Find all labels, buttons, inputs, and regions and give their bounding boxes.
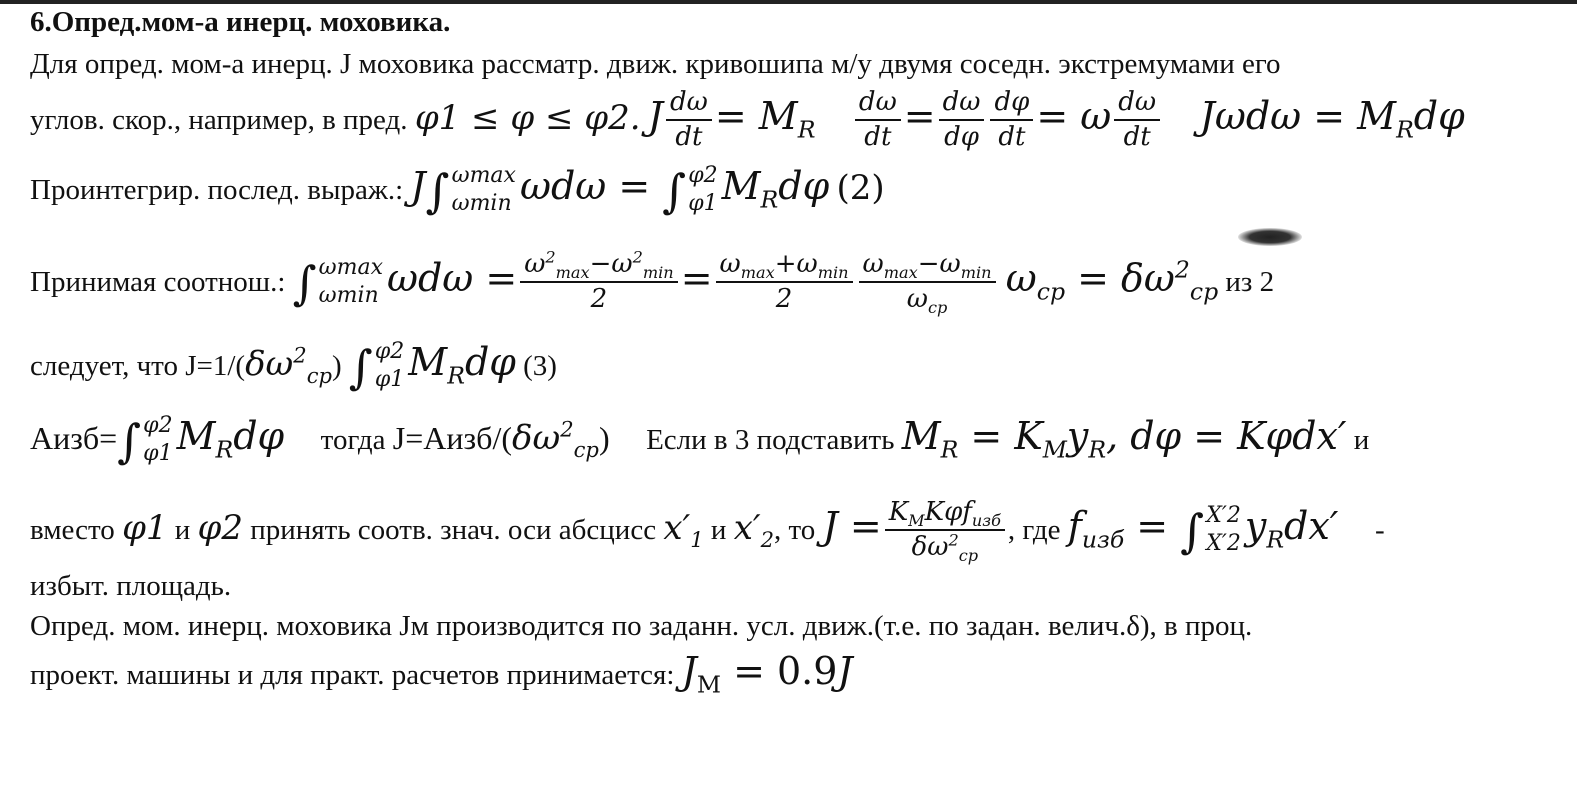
equation-substitution: $M_R = K_My_R$, dφ = Kφdx′	[901, 414, 1347, 464]
paragraph-line-4	[30, 247, 1557, 317]
equation-jm: $J_M = 0.9J$	[681, 649, 853, 699]
line-7-b: и	[174, 514, 191, 547]
equation-differential: $J\omega d\omega = M_Rd\varphi$	[1199, 94, 1465, 144]
line-7-c: принять соотв. знач. оси абсцисс	[250, 514, 657, 547]
ink-smudge	[1238, 228, 1302, 246]
line-4-text: Принимая соотнош.:	[30, 266, 286, 299]
top-border	[0, 0, 1577, 4]
symbol-phi1: φ1	[122, 508, 168, 549]
line-6-aizb: Аизб=	[30, 420, 118, 456]
equation-j-def: $\delta\omega^2_{cp}$	[245, 342, 332, 388]
paragraph-line-7	[30, 497, 1557, 565]
paragraph-line-3	[30, 162, 1557, 217]
paragraph-line-10	[30, 649, 1557, 699]
equation-j-final: J = $\frac{K_MK\varphi f_{изб}}{\delta\omega^2_{cp}}$	[823, 504, 1008, 548]
symbol-phi2: φ2	[197, 508, 243, 549]
line-4-tail: из 2	[1225, 266, 1275, 299]
paragraph-line-9: Опред. мом. инерц. моховика Jм производится по заданн. усл. движ.(т.е. по задан. велич.δ), в проц.	[30, 610, 1253, 642]
equation-j-aizb: $\delta\omega^2_{cp}$	[512, 416, 599, 462]
equation-f-izb: $f_{изб}$ = ∫ X′2 X′2 $y_Rdx'$	[1067, 503, 1339, 559]
line-10-text: проект. машины и для практ. расчетов принимается:	[30, 659, 675, 691]
section-title: 6.Опред.мом-а инерц. моховика.	[30, 6, 451, 38]
paragraph-line-1: Для опред. мом-а инерц. J моховика рассматр. движ. кривошипа м/у двумя соседн. экстремумами его	[30, 48, 1281, 80]
line-6-if: Если в 3 подставить	[646, 424, 895, 456]
line-7-dash: -	[1374, 514, 1385, 547]
equation-chain-rule: $\frac{d\omega}{dt}$ = $\frac{d\omega}{d\varphi}$ $\frac{d\varphi}{dt}$ = ω $\frac{d\omega}{dt}$	[852, 94, 1163, 138]
line-3-text: Проинтегрир. послед. выраж.:	[30, 174, 404, 206]
equation-integrated: J∫ ωmax ωmin ωdω = ∫ φ2 φ1 $M_Rd\varphi$	[410, 163, 830, 218]
symbol-x2: $x'_2$	[733, 508, 775, 552]
paragraph-line-5: следует, что $J=1/(\delta\omega^2_{cp})$ ∫ φ2 φ1 $M_Rd\varphi$ (3)	[30, 339, 557, 394]
paragraph-line-8: избыт. площадь.	[30, 570, 232, 602]
line-7-f: , где	[1007, 514, 1061, 547]
equation-number-2: (2)	[836, 168, 885, 208]
paragraph-line-2	[30, 88, 1557, 151]
paragraph-line-6: Аизб=∫ φ2 φ1 $M_Rd\varphi$ тогда $J=Аизб/(\delta\omega^2_{cp})$ Если в 3 подставить $M_R = K_My_R$, dφ = Kφdx′ и	[30, 413, 1370, 468]
symbol-x1: $x'_1$	[663, 508, 704, 552]
equation-aizb: ∫ φ2 φ1 $M_Rd\varphi$	[117, 413, 285, 468]
equation-number-3: (3)	[523, 350, 557, 382]
line-6-j: J=Аизб/(	[392, 420, 512, 456]
line-6-and: и	[1353, 424, 1370, 456]
line-6-then: тогда	[320, 424, 386, 456]
line-7-d: и	[710, 514, 727, 547]
angle-range: φ1 ≤ φ ≤ φ2.	[414, 98, 641, 139]
line-7-a: вместо	[30, 514, 115, 547]
equation-j-integral: ∫ φ2 φ1 $M_Rd\varphi$	[348, 339, 516, 394]
equation-ratio: ∫ ωmax ωmin ωdω = $\frac{\omega^2_{max}-\omega^2_{min}}{2}$ = $\frac{\omega_{max}+\omega_{min}}{2}$ $\frac{\omega_{max}-\omega_{min}}{\omega_{cp}}$	[293, 256, 999, 300]
equation-omega-cp: $\omega_{cp} = \delta\omega^2_{cp}$	[1005, 255, 1219, 306]
equation-motion: J $\frac{d\omega}{dt}$ = $M_R$	[647, 87, 816, 152]
line-2-text: углов. скор., например, в пред.	[30, 104, 408, 137]
line-7-e: , то	[774, 514, 816, 547]
line-5-text: следует, что J=1/(	[30, 350, 246, 382]
